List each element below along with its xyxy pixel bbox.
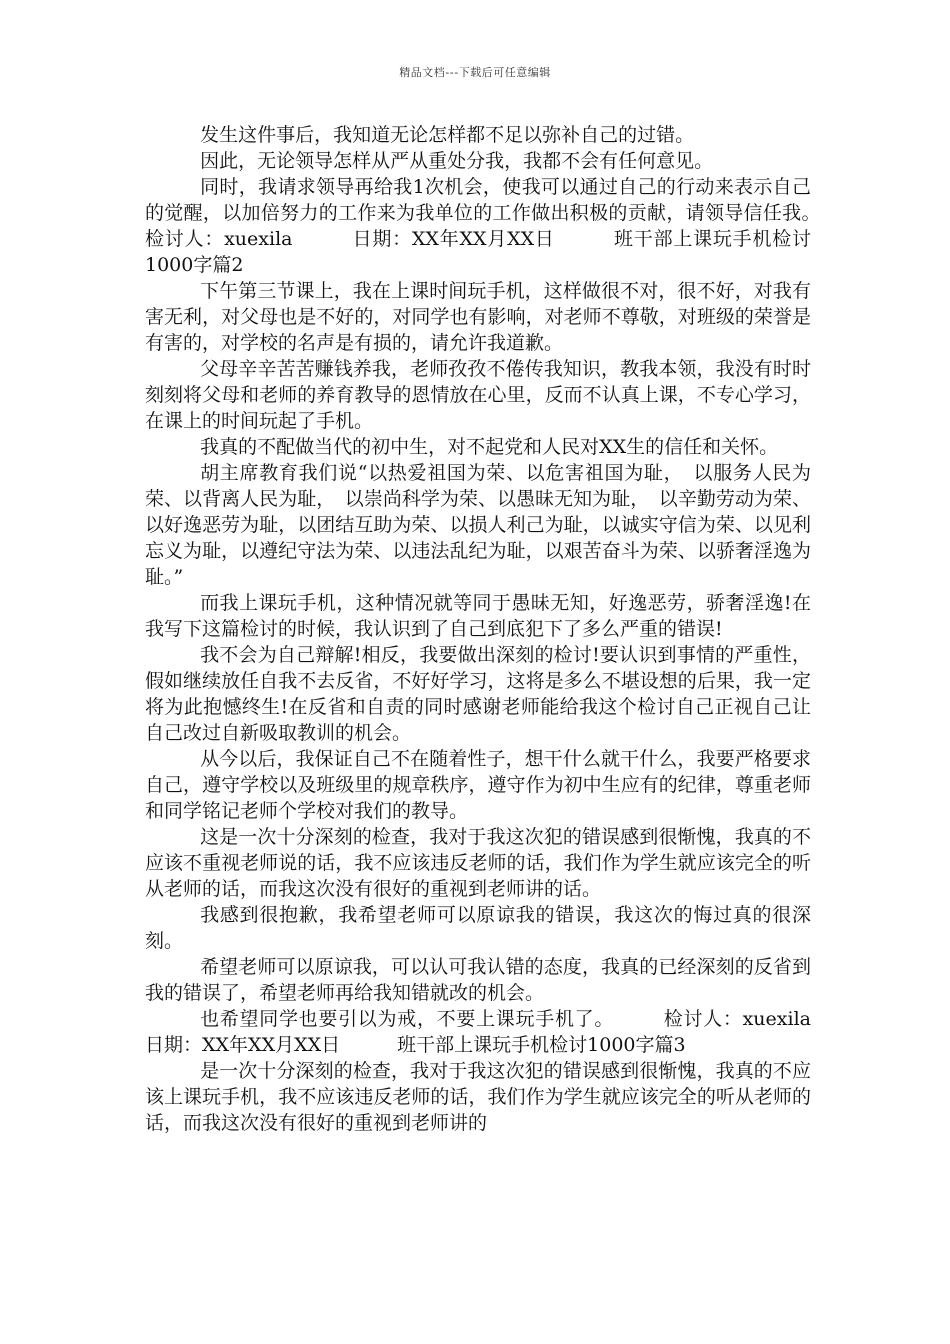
paragraph: 父母辛辛苦苦赚钱养我，老师孜孜不倦传我知识，教我本领，我没有时时刻刻将父母和老师的养育教导的恩情放在心里，反而不认真上课，不专心学习，在课上的时间玩起了手机。	[145, 358, 811, 432]
paragraph: 是一次十分深刻的检查，我对于我这次犯的错误感到很惭愧，我真的不应该上课玩手机，我不应该违反老师的话，我们作为学生就应该完全的听从老师的话，而我这次没有很好的重视到老师讲的	[145, 1060, 811, 1134]
paragraph: 这是一次十分深刻的检查，我对于我这次犯的错误感到很惭愧，我真的不应该不重视老师说的话，我不应该违反老师的话，我们作为学生就应该完全的听从老师的话，而我这次没有很好的重视到老师讲的话。	[145, 826, 811, 900]
paragraph: 我不会为自己辩解!相反，我要做出深刻的检讨!要认识到事情的严重性，假如继续放任自我不去反省，不好好学习，这将是多么不堪设想的后果，我一定将为此抱憾终生!在反省和自责的同时感谢老师能给我这个检讨自己正视自己让自己改过自新吸取教训的机会。	[145, 644, 811, 744]
paragraph: 下午第三节课上，我在上课时间玩手机，这样做很不对，很不好，对我有害无利，对父母也是不好的，对同学也有影响，对老师不尊敬，对班级的荣誉是有害的，对学校的名声是有损的，请允许我道歉。	[145, 280, 811, 354]
paragraph: 因此，无论领导怎样从严从重处分我，我都不会有任何意见。	[200, 150, 714, 172]
paragraph: 胡主席教育我们说“以热爱祖国为荣、以危害祖国为耻， 以服务人民为荣、以背离人民为耻， 以崇尚科学为荣、以愚昧无知为耻， 以辛勤劳动为荣、以好逸恶劳为耻，以团结互助为荣、以损人利己为耻，以诚实守信为荣、以见利忘义为耻，以遵纪守法为荣、以违法乱纪为耻，以艰苦奋斗为荣、以骄奢淫逸为耻。”	[145, 462, 811, 588]
paragraph: 同时，我请求领导再给我1次机会，使我可以通过自己的行动来表示自己的觉醒，以加倍努力的工作来为我单位的工作做出积极的贡献，请领导信任我。 检讨人：xuexila 日期：XX年XX月XX日 班干部上课玩手机检讨1000字篇2	[145, 176, 869, 276]
paragraph: 我真的不配做当代的初中生，对不起党和人民对XX生的信任和关怀。	[200, 436, 779, 458]
paragraph: 我感到很抱歉，我希望老师可以原谅我的错误，我这次的悔过真的很深刻。	[145, 904, 811, 952]
paragraph: 从今以后，我保证自己不在随着性子，想干什么就干什么，我要严格要求自己，遵守学校以及班级里的规章秩序，遵守作为初中生应有的纪律，尊重老师和同学铭记老师个学校对我们的教导。	[145, 748, 811, 822]
document-body	[145, 122, 869, 1136]
paragraph: 而我上课玩手机，这种情况就等同于愚昧无知，好逸恶劳，骄奢淫逸!在我写下这篇检讨的时候，我认识到了自己到底犯下了多么严重的错误!	[145, 592, 811, 640]
paragraph: 发生这件事后，我知道无论怎样都不足以弥补自己的过错。	[200, 124, 695, 146]
page-header: 精品文档---下载后可任意编辑	[399, 66, 551, 79]
paragraph: 也希望同学也要引以为戒，不要上课玩手机了。 检讨人：xuexila 日期：XX年XX月XX日 班干部上课玩手机检讨1000字篇3	[145, 1008, 869, 1056]
paragraph: 希望老师可以原谅我，可以认可我认错的态度，我真的已经深刻的反省到我的错误了，希望老师再给我知错就改的机会。	[145, 956, 811, 1004]
